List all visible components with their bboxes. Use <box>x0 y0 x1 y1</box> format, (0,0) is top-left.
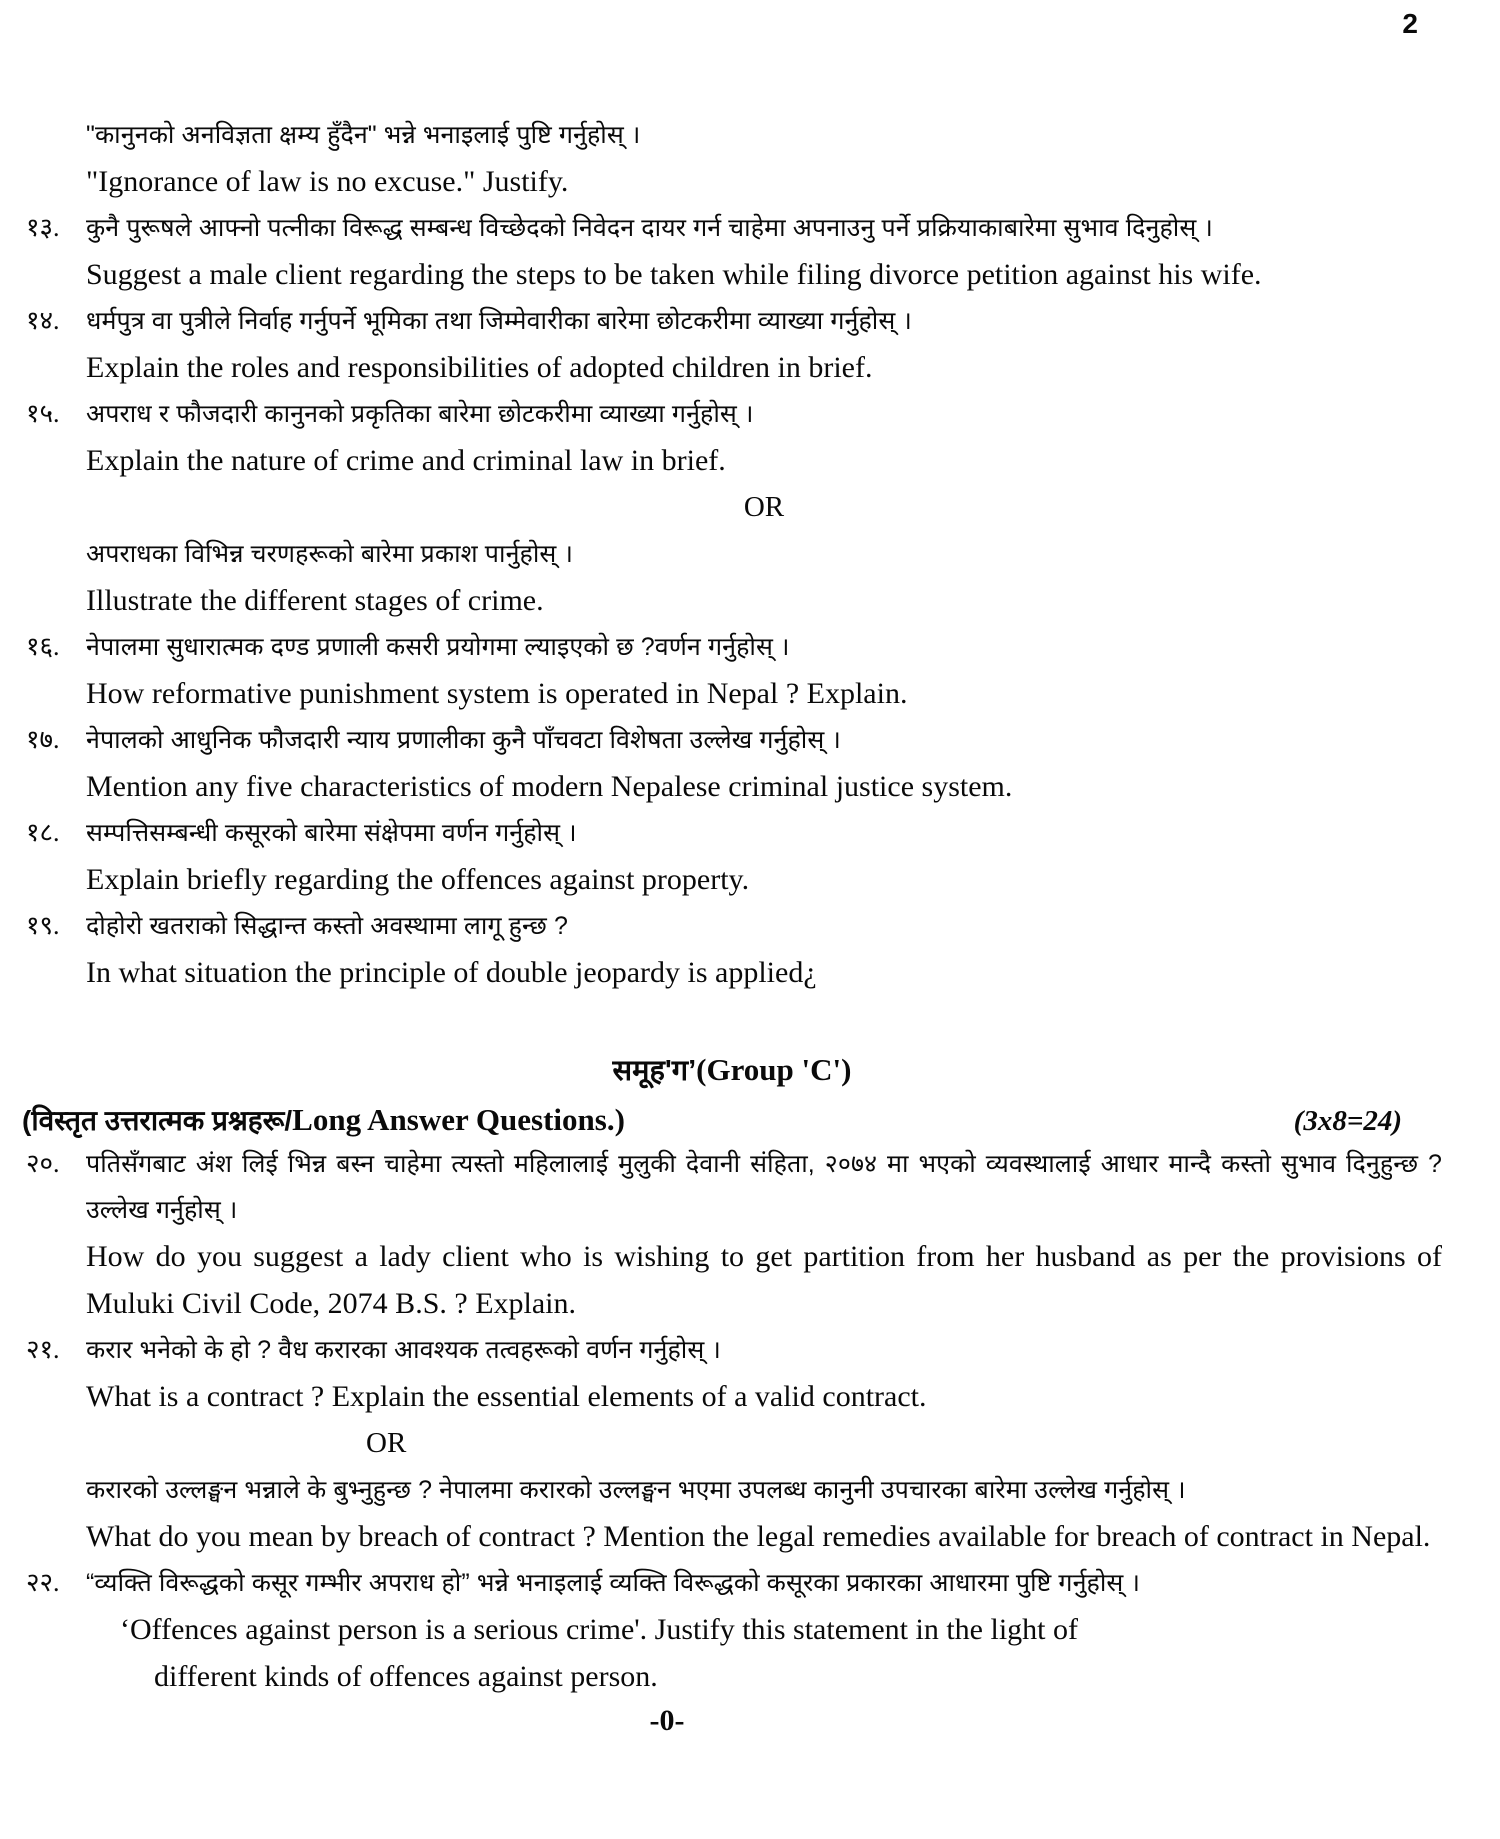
question-english: Explain briefly regarding the offences against property. <box>86 863 750 896</box>
question-number: १८. <box>26 818 60 847</box>
question-english-line-2-text: different kinds of offences against person. <box>154 1660 658 1693</box>
question-nepali: नेपालको आधुनिक फौजदारी न्याय प्रणालीका कुनै पाँचवटा विशेषता उल्लेख गर्नुहोस् । <box>86 726 841 754</box>
question-nepali: “व्यक्ति विरूद्धको कसूर गम्भीर अपराध हो” भन्ने भनाइलाई व्यक्ति विरूद्धको कसूरका प्रकारका आधारमा पुष्टि गर्नुहोस् । <box>86 1569 1141 1597</box>
question-number: १३. <box>26 213 60 242</box>
question-english: How do you suggest a lady client who is wishing to get partition from her husband as per the provisions of Muluki Civil Code, 2074 B.S. ? Explain. <box>86 1240 1442 1320</box>
question-number: १७. <box>26 725 60 754</box>
group-c-subheading-english: Long Answer Questions.) <box>292 1102 625 1137</box>
question-nepali: अपराध र फौजदारी कानुनको प्रकृतिका बारेमा छोटकरीमा व्याख्या गर्नुहोस् । <box>86 400 754 428</box>
question-nepali: सम्पत्तिसम्बन्धी कसूरको बारेमा संक्षेपमा वर्णन गर्नुहोस् । <box>86 819 577 847</box>
question-english: Explain the nature of crime and criminal law in brief. <box>86 444 726 477</box>
question-english-alt: What do you mean by breach of contract ? Mention the legal remedies available for breach of contract in Nepal. <box>86 1520 1431 1553</box>
question-nepali: धर्मपुत्र वा पुत्रीले निर्वाह गर्नुपर्ने भूमिका तथा जिम्मेवारीका बारेमा छोटकरीमा व्याख्या गर्नुहोस् । <box>86 307 913 335</box>
page-number: 2 <box>1402 8 1418 39</box>
end-of-paper-marker: -0- <box>649 1704 685 1737</box>
question-nepali-alt: करारको उल्लङ्घन भन्नाले के बुभ्नुहुन्छ ? नेपालमा करारको उल्लङ्घन भएमा उपलब्ध कानुनी उपचारका बारेमा उल्लेख गर्नुहोस् । <box>86 1476 1186 1504</box>
question-english: In what situation the principle of double jeopardy is applied¿ <box>86 956 817 989</box>
intro-nepali: "कानुनको अनविज्ञता क्षम्य हुँदैन" भन्ने भनाइलाई पुष्टि गर्नुहोस् । <box>86 121 641 149</box>
question-nepali: दोहोरो खतराको सिद्धान्त कस्तो अवस्थामा लागू हुन्छ ? <box>86 912 568 940</box>
question-item <box>22 717 1442 810</box>
group-c-heading-nepali: समूह'ग’ <box>612 1055 697 1087</box>
question-number: २०. <box>26 1149 60 1178</box>
question-number: १५. <box>26 399 60 428</box>
question-nepali-alt: अपराधका विभिन्न चरणहरूको बारेमा प्रकाश पार्नुहोस् । <box>86 540 574 568</box>
group-c-subheading <box>22 1101 625 1139</box>
question-item <box>22 298 1442 391</box>
question-item <box>22 205 1442 298</box>
question-nepali: पतिसँगबाट अंश लिई भिन्न बस्न चाहेमा त्यस्तो महिलालाई मुलुकी देवानी संहिता, २०७४ मा भएको व्यवस्थालाई आधार मान्दै कस्तो सुभाव दिनुहुन्छ ? उल्लेख गर्नुहोस् । <box>86 1150 1442 1224</box>
question-english: How reformative punishment system is operated in Nepal ? Explain. <box>86 677 908 710</box>
question-number: १९. <box>26 911 60 940</box>
question-english-line-1: ‘Offences against person is a serious crime'. Justify this statement in the light of <box>120 1613 1078 1646</box>
question-body <box>22 112 1442 1738</box>
question-item <box>22 1327 1442 1560</box>
question-english: Mention any five characteristics of modern Nepalese criminal justice system. <box>86 770 1013 803</box>
question-number: १६. <box>26 632 60 661</box>
question-english: What is a contract ? Explain the essential elements of a valid contract. <box>86 1380 927 1413</box>
question-english: Suggest a male client regarding the steps to be taken while filing divorce petition against his wife. <box>86 258 1262 291</box>
group-c-marks: (3x8=24) <box>1293 1105 1402 1137</box>
group-c-subheading-row <box>22 1101 1442 1139</box>
question-nepali: करार भनेको के हो ? वैध करारका आवश्यक तत्वहरूको वर्णन गर्नुहोस् । <box>86 1336 721 1364</box>
intro-english: "Ignorance of law is no excuse." Justify. <box>86 165 569 198</box>
question-nepali: कुनै पुरूषले आफ्नो पत्नीका विरूद्ध सम्बन्ध विच्छेदको निवेदन दायर गर्न चाहेमा अपनाउनु पर्ने प्रक्रियाकाबारेमा सुभाव दिनुहोस् । <box>86 214 1213 242</box>
question-item <box>22 624 1442 717</box>
question-item <box>22 903 1442 996</box>
group-c-subheading-nepali: (विस्तृत उत्तरात्मक प्रश्नहरू/ <box>22 1105 293 1136</box>
question-item <box>22 1560 1442 1700</box>
question-english-line-2 <box>86 1653 1442 1700</box>
intro-block <box>86 112 1442 205</box>
question-english: Explain the roles and responsibilities of adopted children in brief. <box>86 351 873 384</box>
question-item <box>22 1141 1442 1327</box>
question-english-alt: Illustrate the different stages of crime. <box>86 584 544 617</box>
or-separator: OR <box>743 491 785 523</box>
group-c-heading <box>22 1048 1442 1093</box>
question-number: २१. <box>26 1335 60 1364</box>
question-number: १४. <box>26 306 60 335</box>
question-nepali: नेपालमा सुधारात्मक दण्ड प्रणाली कसरी प्रयोगमा ल्याइएको छ ?वर्णन गर्नुहोस् । <box>86 633 790 661</box>
question-item <box>22 391 1442 624</box>
or-separator: OR <box>366 1427 407 1459</box>
question-number: २२. <box>26 1568 60 1597</box>
question-item <box>22 810 1442 903</box>
group-c-heading-english: (Group 'C') <box>696 1052 852 1087</box>
